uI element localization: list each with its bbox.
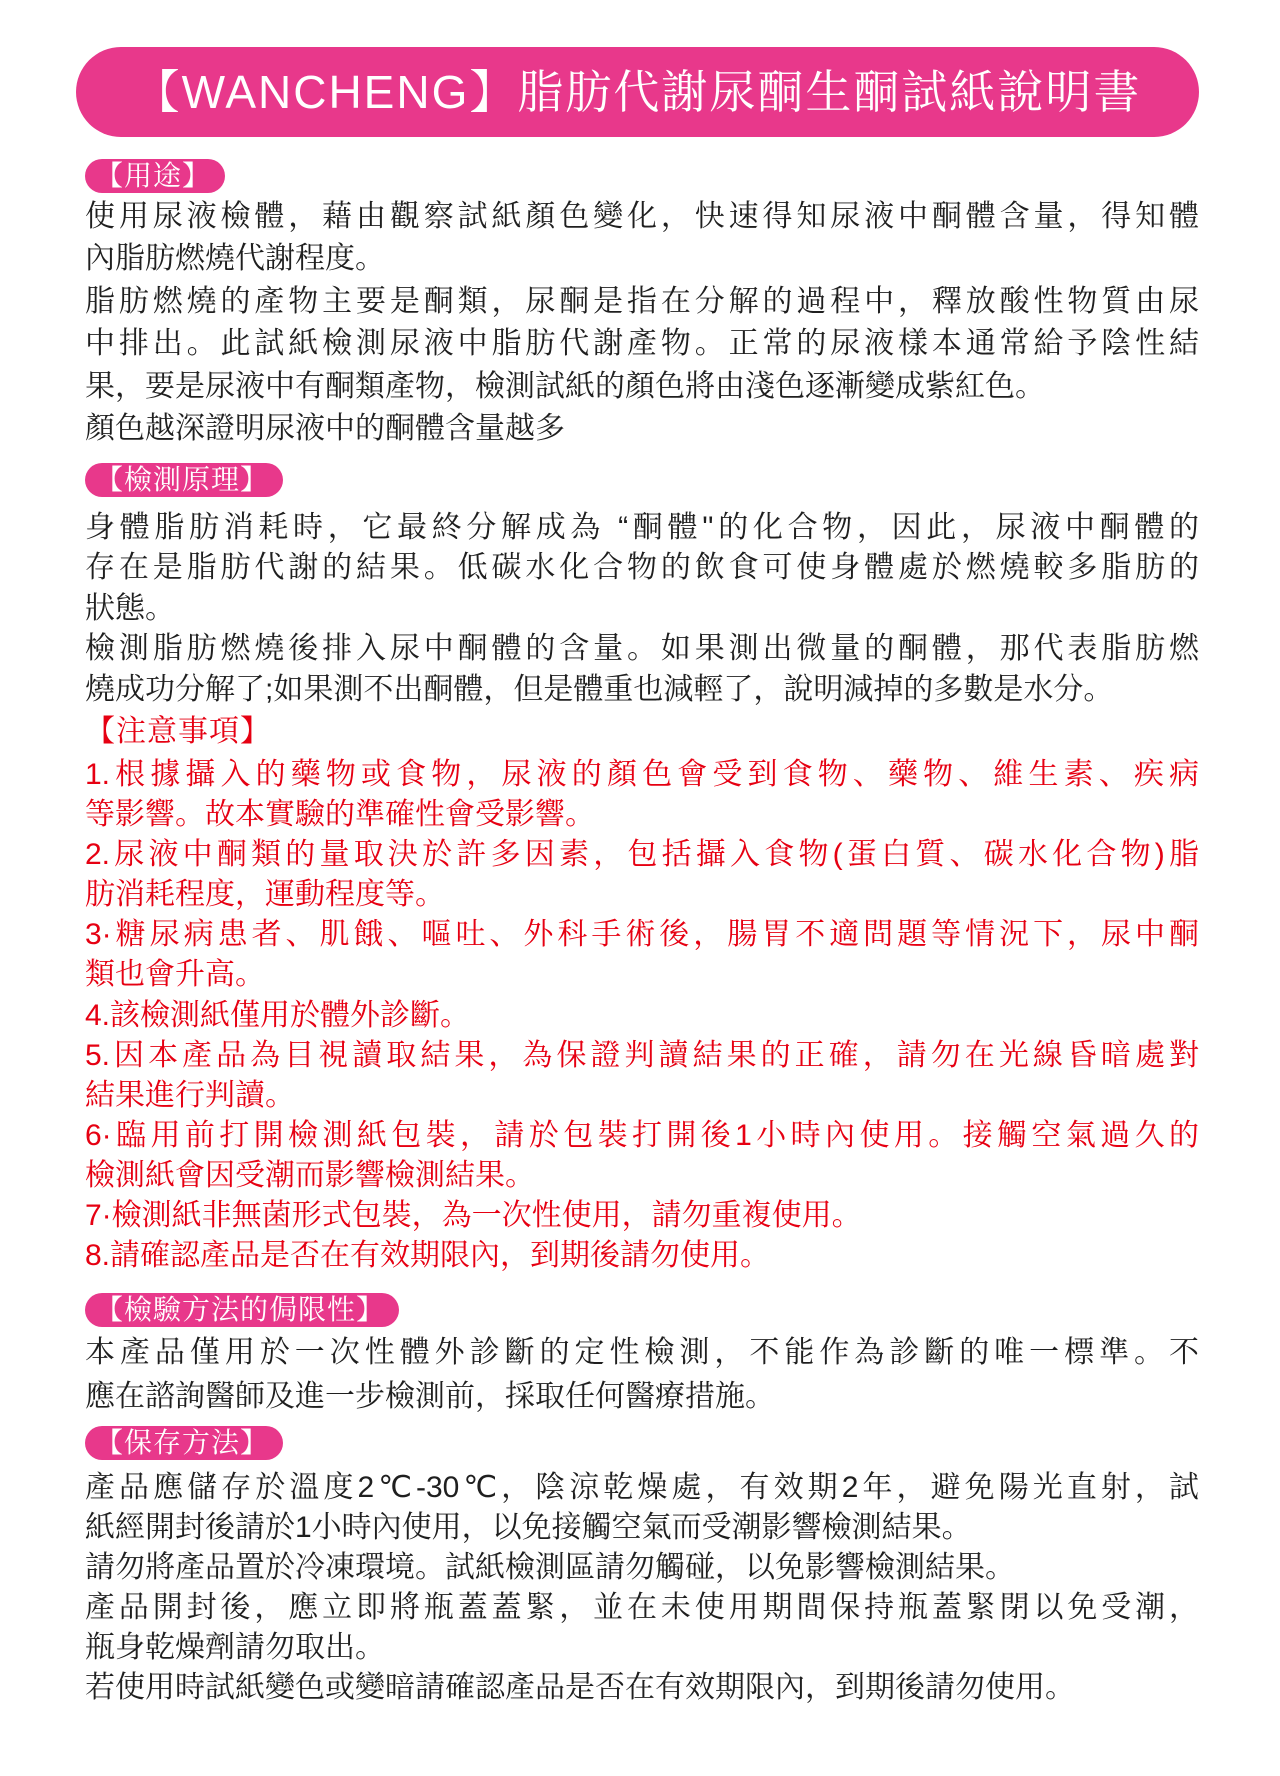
text-line: 身體脂肪消耗時，它最終分解成為 “酮體''的化合物，因此，尿液中酮體的 — [85, 511, 1199, 544]
text-line: 1.根據攝入的藥物或食物，尿液的顏色會受到食物、藥物、維生素、疾病 — [85, 758, 1199, 791]
text-line: 3·糖尿病患者、肌餓、嘔吐、外科手術後，腸胃不適問題等情況下，尿中酮 — [85, 918, 1199, 952]
text-line: 內脂肪燃燒代謝程度。 — [85, 242, 385, 276]
title-banner — [76, 47, 1199, 137]
section-label-limitation: 【檢驗方法的侷限性】 — [85, 1293, 399, 1327]
text-line: 4.該檢測紙僅用於體外診斷。 — [85, 998, 471, 1032]
text-line: 請勿將產品置於冷凍環境。試紙檢測區請勿觸碰，以免影響檢測結果。 — [85, 1551, 1015, 1584]
storage-paragraph — [85, 1468, 1199, 1548]
text-line: 中排出。此試紙檢測尿液中脂肪代謝產物。正常的尿液樣本通常給予陰性結 — [85, 327, 1199, 361]
text-line: 應在諮詢醫師及進一步檢測前，採取任何醫療措施。 — [85, 1380, 775, 1413]
text-line: 7·檢測紙非無菌形式包裝，為一次性使用，請勿重複使用。 — [85, 1199, 862, 1233]
text-line: 紙經開封後請於1小時內使用，以免接觸空氣而受潮影響檢測結果。 — [85, 1511, 972, 1544]
storage-paragraph — [85, 1588, 1199, 1668]
text-line: 2.尿液中酮類的量取決於許多因素，包括攝入食物(蛋白質、碳水化合物)脂 — [85, 838, 1199, 872]
section-label-notice: 【注意事項】 — [85, 715, 271, 748]
text-line: 檢測紙會因受潮而影響檢測結果。 — [85, 1158, 535, 1192]
notice-item — [85, 1116, 1199, 1196]
section-label-usage: 【用途】 — [85, 159, 225, 193]
usage-paragraph — [85, 196, 1199, 281]
document-title: 【WANCHENG】脂肪代謝尿酮生酮試紙說明書 — [133, 66, 1142, 118]
text-line: 脂肪燃燒的產物主要是酮類，尿酮是指在分解的過程中，釋放酸性物質由尿 — [85, 284, 1199, 318]
text-line: 存在是脂肪代謝的結果。低碳水化合物的飲食可使身體處於燃燒較多脂肪的 — [85, 551, 1199, 585]
notice-item — [85, 1236, 1199, 1276]
text-line: 檢測脂肪燃燒後排入尿中酮體的含量。如果測出微量的酮體，那代表脂肪燃 — [85, 632, 1199, 666]
text-line: 若使用時試紙變色或變暗請確認產品是否在有效期限內，到期後請勿使用。 — [85, 1671, 1075, 1704]
text-line: 類也會升高。 — [85, 958, 265, 992]
notice-item — [85, 1196, 1199, 1236]
section-body-usage — [85, 196, 1199, 450]
principle-paragraph — [85, 629, 1199, 710]
text-line: 等影響。故本實驗的準確性會受影響。 — [85, 798, 595, 832]
notice-item — [85, 1036, 1199, 1116]
storage-paragraph — [85, 1548, 1199, 1588]
section-label-principle: 【檢測原理】 — [85, 463, 283, 497]
text-line: 顏色越深證明尿液中的酮體含量越多 — [85, 412, 565, 446]
text-line: 8.請確認產品是否在有效期限內，到期後請勿使用。 — [85, 1239, 771, 1273]
notice-item — [85, 755, 1199, 835]
text-line: 肪消耗程度，運動程度等。 — [85, 878, 445, 912]
section-label-storage: 【保存方法】 — [85, 1426, 283, 1460]
text-line: 燒成功分解了;如果測不出酮體，但是體重也減輕了，說明減掉的多數是水分。 — [85, 672, 1114, 706]
text-line: 產品應儲存於溫度2℃-30℃，陰涼乾燥處，有效期2年，避免陽光直射，試 — [85, 1471, 1199, 1504]
text-line: 本產品僅用於一次性體外診斷的定性檢測，不能作為診斷的唯一標準。不 — [85, 1336, 1199, 1369]
usage-paragraph — [85, 281, 1199, 408]
text-line: 瓶身乾燥劑請勿取出。 — [85, 1631, 385, 1664]
text-line: 6·臨用前打開檢測紙包裝，請於包裝打開後1小時內使用。接觸空氣過久的 — [85, 1118, 1199, 1152]
text-line: 5.因本產品為目視讀取結果，為保證判讀結果的正確，請勿在光線昏暗處對 — [85, 1038, 1199, 1072]
text-line: 結果進行判讀。 — [85, 1078, 295, 1112]
principle-paragraph — [85, 508, 1199, 629]
section-body-principle — [85, 508, 1199, 710]
notice-item — [85, 915, 1199, 995]
usage-paragraph — [85, 408, 1199, 450]
storage-paragraph — [85, 1668, 1199, 1708]
section-body-notice — [85, 755, 1199, 1276]
text-line: 使用尿液檢體，藉由觀察試紙顏色變化，快速得知尿液中酮體含量，得知體 — [85, 200, 1199, 233]
text-line: 果，要是尿液中有酮類產物，檢測試紙的顏色將由淺色逐漸變成紫紅色。 — [85, 369, 1045, 403]
text-line: 產品開封後，應立即將瓶蓋蓋緊，並在未使用期間保持瓶蓋緊閉以免受潮， — [85, 1591, 1199, 1624]
limitation-paragraph — [85, 1331, 1199, 1419]
notice-item — [85, 835, 1199, 915]
notice-item — [85, 996, 1199, 1036]
section-body-storage — [85, 1468, 1199, 1708]
text-line: 狀態。 — [85, 591, 175, 625]
section-body-limitation — [85, 1331, 1199, 1419]
